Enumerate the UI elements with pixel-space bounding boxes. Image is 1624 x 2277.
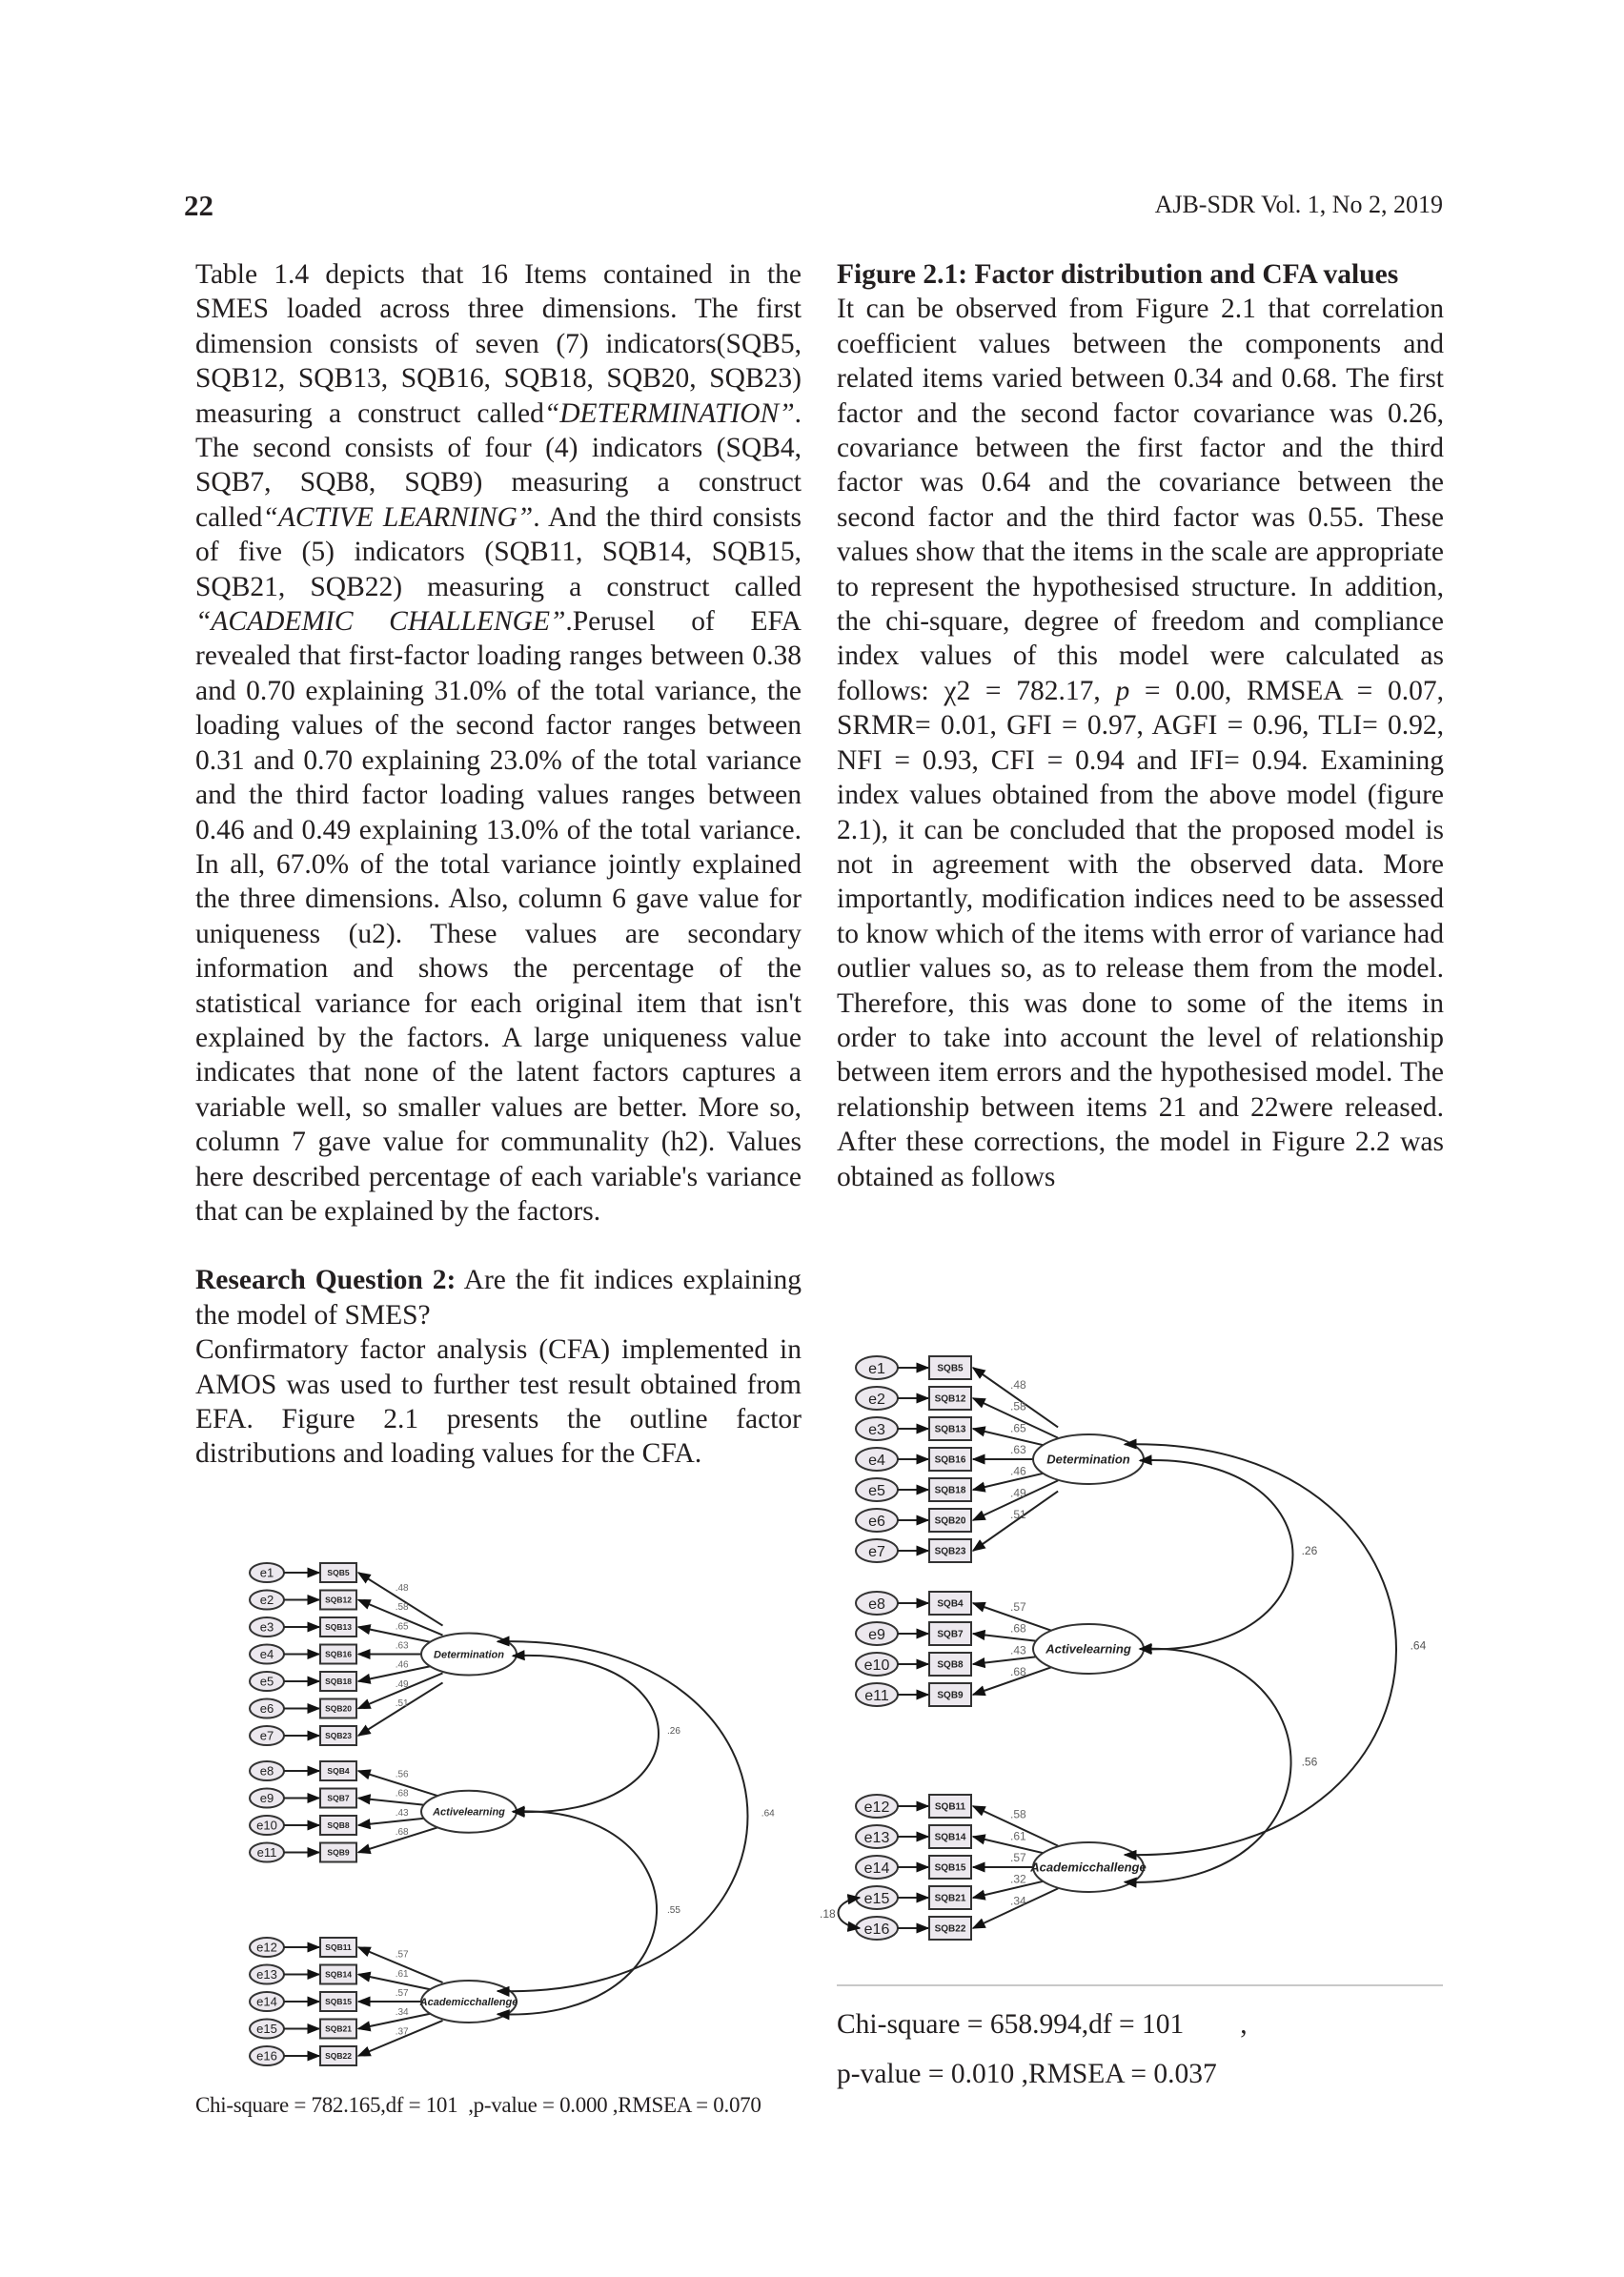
error-term-label: e15 (256, 2022, 277, 2037)
observed-item-label: SQB21 (325, 2023, 352, 2034)
loading-value-label: .65 (395, 1621, 409, 1633)
error-term-label: e5 (868, 1482, 885, 1499)
loading-value-label: .34 (395, 2007, 409, 2019)
body-paragraph: Table 1.4 depicts that 16 Items contained in the SMES loaded across three dimensions. The first dimension consists of seven (7) indicators(SQB5, SQB12, SQB13, SQB16, SQB18, SQB20, SQB23) measuring a construct called“DETERMINATION”. The second consists of four (4) indicators (SQB4, SQB7, SQB8, SQB9) measuring a construct called“ACTIVE LEARNING”. And the third consists of five (5) indicators (SQB11, SQB14, SQB15, SQB21, SQB22) measuring a construct called “ACADEMIC CHALLENGE”.Perusel of EFA revealed that first-factor loading ranges between 0.38 and 0.70 explaining 31.0% of the total variance, the loading values of the second factor ranges between 0.31 and 0.70 explaining 23.0% of the total variance and the third factor loading values ranges between 0.46 and 0.49 explaining 13.0% of the total variance. In all, 67.0% of the total variance jointly explained the three dimensions. Also, column 6 gave value for uniqueness (u2). These values are secondary information and shows the percentage of the statistical variance for each original item that isn't explained by the factors. A large uniqueness value indicates that none of the latent factors captures a variable well, so smaller values are better. More so, column 7 gave value for communality (h2). Values here described percentage of each variable's variance that can be explained by the factors. (195, 259, 802, 1227)
loading-value-label: .58 (395, 1602, 409, 1614)
loading-value-label: .61 (1009, 1829, 1026, 1843)
error-term-label: e12 (863, 1799, 890, 1816)
covariance-value-label: .64 (761, 1808, 775, 1820)
loading-value-label: .63 (1009, 1443, 1026, 1456)
loading-value-label: .58 (1009, 1399, 1026, 1413)
loading-value-label: .65 (1009, 1421, 1026, 1435)
error-term-label: e14 (863, 1860, 890, 1877)
figure-title: Figure 2.1: Factor distribution and CFA values (837, 259, 1399, 290)
error-term-label: e7 (868, 1543, 885, 1560)
covariance-arc (497, 1641, 748, 1991)
latent-factor-label: Academicchallenge (419, 1996, 518, 2008)
observed-item-label: SQB7 (327, 1793, 350, 1803)
loading-value-label: .46 (1009, 1464, 1026, 1478)
observed-item-label: SQB4 (937, 1598, 964, 1610)
construct-name: “DETERMINATION” (543, 397, 795, 429)
fit-line: Chi-square = 658.994,df = 101 , (837, 2009, 1248, 2040)
loading-value-label: .61 (395, 1968, 409, 1980)
loading-value-label: .34 (1009, 1894, 1026, 1908)
research-question: Research Question 2: Are the fit indices explaining the model of SMES? (195, 1265, 802, 1331)
loading-value-label: .43 (395, 1807, 409, 1819)
error-term-label: e8 (868, 1596, 885, 1613)
observed-item-label: SQB4 (327, 1766, 350, 1777)
error-term-label: e1 (259, 1565, 274, 1580)
observed-item-label: SQB16 (934, 1454, 966, 1466)
latent-factor-label: Academicchallenge (1030, 1860, 1147, 1875)
error-term-label: e12 (256, 1940, 277, 1955)
error-term-label: e2 (868, 1391, 885, 1408)
covariance-value-label: .55 (667, 1904, 680, 1916)
loading-value-label: .68 (1009, 1621, 1026, 1636)
observed-item-label: SQB23 (934, 1546, 966, 1557)
observed-item-label: SQB9 (327, 1847, 350, 1858)
error-term-label: e15 (863, 1890, 890, 1907)
observed-item-label: SQB22 (325, 2051, 352, 2062)
page-number: 22 (184, 189, 213, 222)
error-term-label: e9 (259, 1791, 274, 1806)
sem-diagram-figure-2-1 (229, 1563, 801, 2097)
observed-item-label: SQB16 (325, 1649, 352, 1659)
error-term-label: e9 (868, 1626, 885, 1643)
right-column (837, 257, 1444, 1194)
observed-item-label: SQB15 (934, 1862, 966, 1874)
figure-fit-statistics (837, 1984, 1443, 2099)
loading-value-label: .51 (395, 1698, 409, 1709)
observed-item-label: SQB22 (934, 1923, 966, 1935)
error-covariance-label: .18 (820, 1907, 836, 1921)
loading-value-label: .43 (1009, 1643, 1026, 1657)
loading-value-label: .49 (395, 1678, 409, 1690)
loading-value-label: .37 (395, 2026, 409, 2038)
fit-line: p-value = 0.010 ,RMSEA = 0.037 (837, 2059, 1217, 2089)
error-term-label: e3 (868, 1421, 885, 1438)
loading-value-label: .56 (395, 1769, 409, 1780)
error-term-label: e4 (868, 1452, 885, 1469)
error-term-label: e11 (864, 1687, 889, 1704)
loading-value-label: .51 (1009, 1507, 1026, 1521)
observed-item-label: SQB11 (934, 1801, 966, 1813)
observed-item-label: SQB18 (934, 1485, 966, 1496)
loading-value-label: .63 (395, 1640, 409, 1652)
loading-value-label: .57 (395, 1988, 409, 1999)
running-head: AJB-SDR Vol. 1, No 2, 2019 (1154, 191, 1443, 218)
loading-value-label: .68 (395, 1826, 409, 1838)
error-term-label: e10 (256, 1818, 277, 1833)
loading-value-label: .48 (395, 1583, 409, 1595)
covariance-arc (1140, 1460, 1293, 1649)
sem-diagram-figure-2-2 (820, 1353, 1449, 1963)
error-term-label: e11 (256, 1845, 277, 1860)
loading-value-label: .68 (1009, 1664, 1026, 1678)
error-term-label: e6 (259, 1701, 274, 1717)
construct-name: “ACTIVE LEARNING” (262, 501, 534, 533)
loading-value-label: .48 (1009, 1378, 1026, 1393)
observed-item-label: SQB13 (325, 1622, 352, 1633)
observed-item-label: SQB13 (934, 1424, 966, 1435)
observed-item-label: SQB18 (325, 1677, 352, 1687)
error-term-label: e8 (259, 1763, 274, 1779)
loading-value-label: .57 (1009, 1600, 1026, 1615)
covariance-arc (513, 1656, 659, 1812)
observed-item-label: SQB5 (327, 1568, 350, 1578)
covariance-arc (497, 1811, 657, 2014)
loading-value-label: .58 (1009, 1807, 1026, 1821)
observed-item-label: SQB20 (934, 1515, 966, 1527)
construct-name: “ACADEMIC CHALLENGE” (195, 606, 566, 638)
latent-factor-label: Determination (434, 1649, 504, 1661)
error-term-label: e14 (256, 1994, 277, 2009)
observed-item-label: SQB8 (937, 1659, 964, 1671)
left-column (195, 257, 802, 1472)
latent-factor-label: Determination (1046, 1452, 1130, 1467)
error-term-label: e13 (863, 1829, 890, 1846)
loading-value-label: .57 (395, 1949, 409, 1961)
covariance-value-label: .26 (1301, 1544, 1318, 1558)
error-term-label: e10 (863, 1657, 890, 1674)
error-term-label: e16 (863, 1921, 890, 1938)
covariance-arc (1125, 1649, 1291, 1882)
observed-item-label: SQB15 (325, 1997, 352, 2007)
loading-value-label: .32 (1009, 1872, 1026, 1886)
figure-fit-statistics: Chi-square = 782.165,df = 101 ,p-value = 0.000 ,RMSEA = 0.070 (195, 2093, 761, 2117)
error-term-label: e3 (259, 1619, 274, 1635)
observed-item-label: SQB14 (325, 1969, 352, 1980)
observed-item-label: SQB9 (937, 1690, 964, 1701)
observed-item-label: SQB12 (325, 1595, 352, 1605)
loading-value-label: .46 (395, 1659, 409, 1671)
observed-item-label: SQB11 (325, 1942, 352, 1953)
body-paragraph: It can be observed from Figure 2.1 that correlation coefficient values between the components and related items varied between 0.34 and 0.68. The first factor and the second factor covariance was 0.26, covariance between the first factor and the third factor was 0.64 and the covariance between the second factor and the third factor was 0.55. These values show that the items in the scale are appropriate to represent the hypothesised structure. In addition, the chi-square, degree of freedom and compliance index values of this model were calculated as follows: χ2 = 782.17, p = 0.00, RMSEA = 0.07, SRMR= 0.01, GFI = 0.97, AGFI = 0.96, TLI= 0.92, NFI = 0.93, CFI = 0.94 and IFI= 0.94. Examining index values obtained from the above model (figure 2.1), it can be concluded that the proposed model is not in agreement with the observed data. More importantly, modification indices need to be assessed to know which of the items with error of variance had outlier values so, as to release them from the model. Therefore, this was done to some of the items in order to take into account the level of relationship between item errors and the hypothesised model. The relationship between items 21 and 22were released. After these corrections, the model in Figure 2.2 was obtained as follows (837, 294, 1444, 1192)
error-term-label: e13 (256, 1967, 277, 1982)
sem-diagram (229, 1563, 801, 2097)
sem-diagram (820, 1353, 1449, 1963)
observed-item-label: SQB12 (934, 1393, 966, 1405)
research-question-label: Research Question 2: (195, 1265, 457, 1296)
error-term-label: e2 (259, 1593, 274, 1608)
error-term-label: e7 (259, 1728, 274, 1743)
latent-factor-label: Activelearning (433, 1806, 505, 1819)
loading-value-label: .57 (1009, 1851, 1026, 1864)
observed-item-label: SQB14 (934, 1832, 966, 1843)
observed-item-label: SQB8 (327, 1820, 350, 1831)
body-paragraph: Confirmatory factor analysis (CFA) implemented in AMOS was used to further test result obtained from EFA. Figure 2.1 presents the outline factor distributions and loading values for the CFA. (195, 1334, 802, 1470)
observed-item-label: SQB7 (937, 1629, 964, 1640)
observed-item-label: SQB20 (325, 1703, 352, 1714)
error-term-label: e4 (259, 1647, 274, 1662)
covariance-value-label: .26 (667, 1726, 680, 1738)
covariance-value-label: .56 (1301, 1755, 1318, 1769)
covariance-value-label: .64 (1410, 1638, 1427, 1653)
error-term-label: e5 (259, 1674, 274, 1689)
observed-item-label: SQB23 (325, 1731, 352, 1741)
observed-item-label: SQB5 (937, 1363, 964, 1374)
observed-item-label: SQB21 (934, 1893, 966, 1904)
error-term-label: e16 (256, 2048, 277, 2064)
error-term-label: e1 (868, 1360, 885, 1377)
error-term-label: e6 (868, 1513, 885, 1530)
latent-factor-label: Activelearning (1045, 1641, 1131, 1657)
loading-value-label: .49 (1009, 1486, 1026, 1500)
loading-value-label: .68 (395, 1788, 409, 1799)
